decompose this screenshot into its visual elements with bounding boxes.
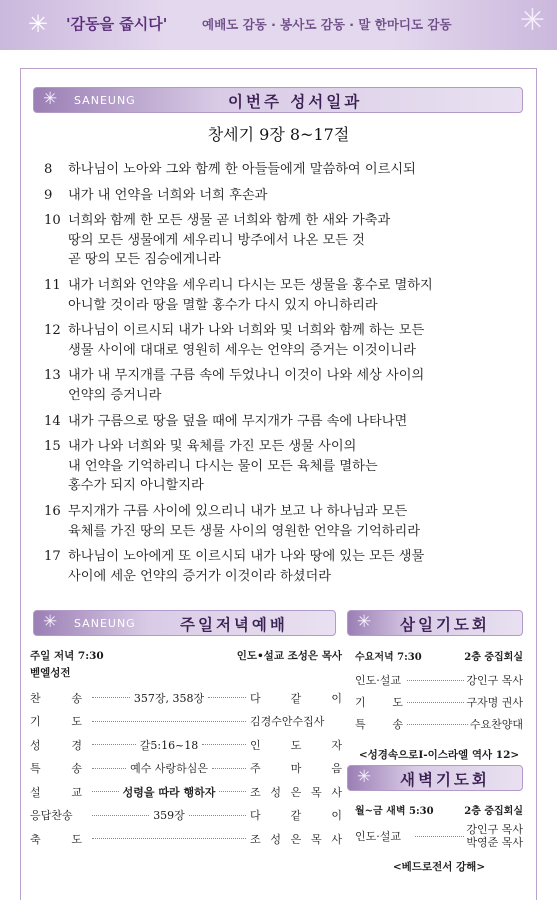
order-label: 특 송: [30, 762, 82, 776]
leader-dots: [92, 697, 130, 698]
worship-rows: [30, 686, 342, 851]
leader-dots: [92, 838, 246, 839]
order-person: 조 성 은 목 사: [250, 785, 342, 799]
order-person: 주 마 음: [250, 762, 342, 776]
verse-item: [44, 366, 514, 405]
dawn-leader-row: [355, 823, 523, 849]
wednesday-time: 수요저녁 7:30: [355, 652, 422, 663]
section-title-worship: 주일저녁예배: [180, 616, 288, 634]
leader-dots: [407, 702, 464, 703]
leader-dots: [415, 836, 464, 837]
verse-item: [44, 547, 514, 586]
order-row: [30, 827, 342, 851]
worship-leader: 인도•설교 조성은 목사: [236, 650, 342, 662]
wednesday-person: 강인구 목사: [466, 674, 523, 687]
verse-line: 땅의 모든 생물에게 세우리니 방주에서 나온 모든 것: [68, 232, 365, 248]
section-title-dawn: 새벽기도회: [400, 771, 490, 789]
section-bar-worship: [33, 610, 336, 636]
verse-text: [68, 502, 514, 541]
verse-line: 육체를 가진 땅의 모든 생물 사이의 영원한 언약을 기억하리라: [68, 523, 421, 539]
wednesday-study: <성경속으로Ⅰ-이스라엘 역사 12>: [358, 749, 520, 761]
verse-line: 아니할 것이라 땅을 멸할 홍수가 다시 있지 아니하리라: [68, 297, 378, 313]
verse-line: 언약의 증거니라: [68, 387, 162, 403]
verse-number: 17: [44, 549, 61, 565]
worship-header: [30, 648, 342, 663]
verse-number: 15: [44, 439, 61, 455]
verse-number: 13: [44, 368, 61, 384]
verse-text: [68, 211, 514, 270]
verse-line: 내가 너희와 언약을 세우리니 다시는 모든 생물을 홍수로 멸하지: [68, 277, 433, 293]
order-content: 갈5:16~18: [139, 738, 199, 752]
verse-line: 하나님이 노아와 그와 함께 한 아들들에게 말씀하여 이르시되: [68, 162, 416, 177]
verse-line: 생물 사이에 대대로 영원히 세우는 언약의 증거는 이것이니라: [68, 342, 416, 358]
verse-line: 내가 내 무지개를 구름 속에 두었나니 이것이 나와 세상 사이의: [68, 368, 425, 384]
verse-number: 9: [44, 187, 53, 203]
leader-dots: [92, 791, 119, 792]
verse-number: 11: [44, 277, 61, 293]
verse-number: 10: [44, 213, 61, 229]
order-row: [30, 780, 342, 804]
order-row: [30, 686, 342, 710]
leader-dots: [92, 768, 126, 769]
flower-icon: ✳: [519, 3, 545, 38]
verse-text: [68, 276, 514, 315]
order-person: 인 도 자: [250, 738, 342, 752]
verse-line: 내가 내 언약을 너희와 너희 후손과: [68, 187, 268, 203]
order-label: 응답찬송: [30, 809, 73, 823]
verse-item: [44, 321, 514, 360]
brand-label: SANEUNG: [74, 617, 136, 630]
wednesday-header: [355, 648, 523, 663]
order-row: [30, 710, 342, 734]
order-content: 성령을 따라 행하자: [122, 785, 216, 799]
brand-label: SANEUNG: [74, 94, 136, 107]
order-row: [30, 733, 342, 757]
leader-dots: [92, 815, 149, 816]
leader-dots: [92, 721, 246, 722]
verse-line: 하나님이 노아에게 또 이르시되 내가 나와 땅에 있는 모든 생물: [68, 549, 425, 565]
leader-dots: [208, 697, 246, 698]
verse-number: 12: [44, 323, 61, 339]
slogan: '감동을 줍시다': [66, 15, 168, 33]
leader-dots: [219, 791, 246, 792]
order-person: 조 성 은 목 사: [250, 832, 342, 846]
flower-icon: ✳: [357, 612, 372, 632]
leader-dots: [212, 768, 246, 769]
section-bar-dawn: [347, 765, 523, 791]
verse-text: [68, 321, 514, 360]
top-banner: [0, 0, 557, 50]
section-title-wednesday: 삼일기도회: [400, 616, 490, 634]
dawn-leader-name: 강인구 목사: [466, 823, 523, 836]
order-person: 김경수안수집사: [250, 715, 325, 729]
wednesday-rows: [355, 669, 523, 735]
verse-line: 곧 땅의 모든 짐승에게니라: [68, 252, 221, 268]
wednesday-role: 특 송: [355, 718, 403, 731]
verse-line: 하나님이 이르시되 내가 나와 너희와 및 너희와 함께 하는 모든: [68, 323, 425, 339]
verse-text: [68, 160, 514, 180]
section-bar-bible: [33, 87, 523, 113]
wednesday-role: 기 도: [355, 696, 403, 709]
verse-line: 홍수가 되지 아니할지라: [68, 478, 204, 494]
wednesday-prayer: [355, 648, 523, 762]
verse-text: [68, 366, 514, 405]
flower-icon: ✳: [43, 89, 58, 109]
flower-icon: ✳: [43, 612, 58, 632]
order-content: 359장: [153, 809, 185, 823]
verse-list: [44, 160, 514, 592]
order-content: 예수 사랑하심은: [130, 762, 208, 776]
order-label: 축 도: [30, 832, 82, 846]
order-person: 다 같 이: [250, 809, 342, 823]
verse-line: 사이에 세운 언약의 증거가 이것이라 하셨더라: [68, 568, 332, 584]
order-label: 찬 송: [30, 691, 82, 705]
verse-item: [44, 276, 514, 315]
worship-order: [30, 648, 342, 851]
flower-icon: ✳: [357, 767, 372, 787]
verse-item: [44, 211, 514, 270]
order-label: 성 경: [30, 738, 82, 752]
order-label: 설 교: [30, 785, 82, 799]
order-label: 기 도: [30, 715, 82, 729]
order-row: [30, 757, 342, 781]
section-bar-wednesday: [347, 610, 523, 636]
verse-line: 내가 나와 너희와 및 육체를 가진 모든 생물 사이의: [68, 439, 357, 455]
flower-icon: ✳: [28, 10, 49, 38]
dawn-prayer: [355, 802, 523, 874]
section-title-bible: 이번주 성서일과: [228, 93, 363, 111]
verse-number: 14: [44, 413, 61, 429]
leader-dots: [407, 680, 464, 681]
verse-item: [44, 502, 514, 541]
leader-dots: [202, 744, 246, 745]
slogan-subtitle: 예배도 감동 · 봉사도 감동 · 말 한마디도 감동: [202, 17, 452, 32]
verse-text: [68, 412, 514, 432]
wednesday-row: [355, 669, 523, 691]
wednesday-place: 2층 중집회실: [464, 652, 523, 663]
verse-item: [44, 160, 514, 180]
verse-line: 내가 구름으로 땅을 덮을 때에 무지개가 구름 속에 나타나면: [68, 413, 408, 429]
verse-line: 내 언약을 기억하리니 다시는 물이 모든 육체를 멸하는: [68, 458, 378, 474]
leader-dots: [189, 815, 246, 816]
verse-text: [68, 437, 514, 496]
dawn-header: [355, 802, 523, 817]
verse-text: [68, 547, 514, 586]
worship-time: 주일 저녁 7:30: [30, 650, 104, 662]
verse-line: 너희와 함께 한 모든 생물 곧 너희와 함께 한 새와 가축과: [68, 213, 391, 229]
wednesday-person: 구자명 권사: [466, 696, 523, 709]
order-person: 다 같 이: [250, 691, 342, 705]
dawn-place: 2층 중집회실: [464, 806, 523, 817]
dawn-leader-names: [466, 823, 523, 849]
verse-item: [44, 412, 514, 432]
verse-line: 무지개가 구름 사이에 있으리니 내가 보고 나 하나님과 모든: [68, 503, 408, 519]
verse-item: [44, 186, 514, 206]
leader-dots: [92, 744, 136, 745]
wednesday-role: 인도·설교: [355, 674, 402, 687]
verse-item: [44, 437, 514, 496]
wednesday-row: [355, 691, 523, 713]
verse-number: 16: [44, 503, 61, 519]
order-row: [30, 804, 342, 828]
dawn-leader-name: 박영준 목사: [466, 836, 523, 849]
scripture-reference: 창세기 9장 8~17절: [207, 125, 350, 144]
verse-number: 8: [44, 162, 53, 177]
dawn-leader-label: 인도·설교: [355, 830, 402, 843]
dawn-time: 월~금 새벽 5:30: [355, 806, 434, 817]
verse-text: [68, 186, 514, 206]
order-content: 357장, 358장: [133, 691, 205, 705]
leader-dots: [407, 724, 468, 725]
wednesday-person: 수요찬양대: [469, 718, 523, 731]
wednesday-row: [355, 713, 523, 735]
dawn-study: <베드로전서 강해>: [392, 861, 486, 873]
worship-place: 벧엘성전: [30, 667, 71, 679]
